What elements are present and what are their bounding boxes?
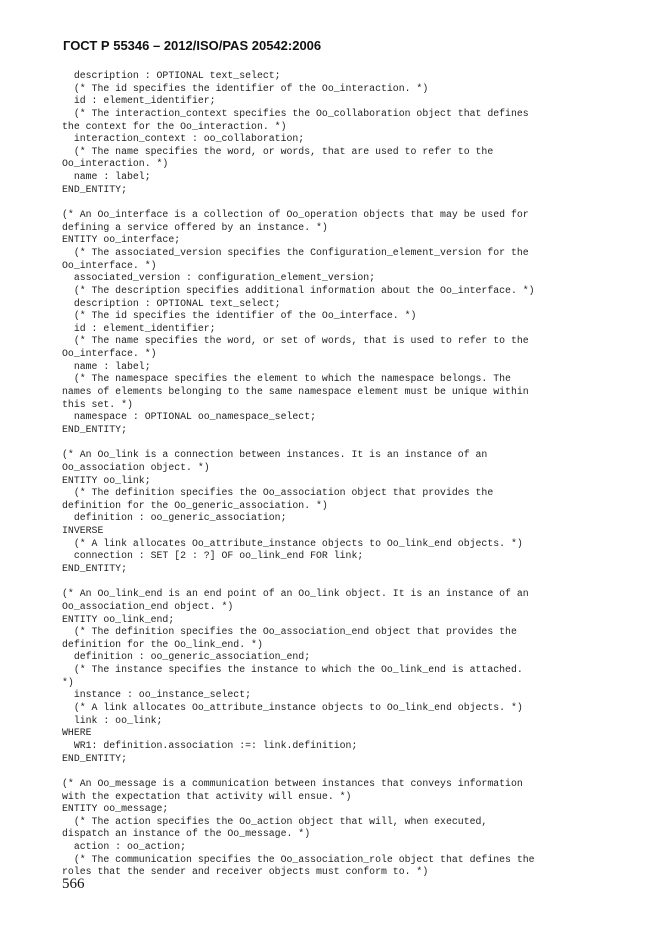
code-line: ENTITY oo_message; xyxy=(62,803,169,815)
code-line: names of elements belonging to the same namespace element must be unique within xyxy=(62,386,529,398)
code-line: (* The namespace specifies the element to which the namespace belongs. The xyxy=(62,373,511,385)
code-line: (* The description specifies additional information about the Oo_interface. *) xyxy=(62,284,535,296)
code-line: (* The associated_version specifies the Configuration_element_version for the xyxy=(62,246,529,258)
page-header-title: ГОСТ Р 55346 – 2012/ISO/PAS 20542:2006 xyxy=(63,38,322,53)
code-line: WR1: definition.association :=: link.definition; xyxy=(62,739,358,751)
code-line: Oo_association_end object. *) xyxy=(62,600,234,612)
express-code-listing xyxy=(62,70,602,879)
code-line: (* The id specifies the identifier of the Oo_interface. *) xyxy=(62,310,417,322)
code-line: with the expectation that activity will ensue. *) xyxy=(62,790,352,802)
code-line: Oo_interface. *) xyxy=(62,259,157,271)
code-line: roles that the sender and receiver objects must conform to. *) xyxy=(62,866,429,878)
page-number: 566 xyxy=(62,876,85,892)
code-line: (* An Oo_interface is a collection of Oo_operation objects that may be used for xyxy=(62,209,529,221)
code-line: (* The id specifies the identifier of the Oo_interaction. *) xyxy=(62,82,429,94)
code-line: name : label; xyxy=(62,360,151,372)
code-line: (* An Oo_link is a connection between instances. It is an instance of an xyxy=(62,449,488,461)
code-line: id : element_identifier; xyxy=(62,322,216,334)
code-line: definition for the Oo_link_end. *) xyxy=(62,638,263,650)
code-line: (* An Oo_message is a communication between instances that conveys information xyxy=(62,777,523,789)
code-line: WHERE xyxy=(62,727,92,739)
code-line: name : label; xyxy=(62,171,151,183)
code-line: ENTITY oo_interface; xyxy=(62,234,181,246)
code-line: id : element_identifier; xyxy=(62,95,216,107)
code-line: dispatch an instance of the Oo_message. *) xyxy=(62,828,311,840)
code-line: action : oo_action; xyxy=(62,841,187,853)
code-line: END_ENTITY; xyxy=(62,183,127,195)
code-line xyxy=(62,765,602,778)
code-line: definition : oo_generic_association_end; xyxy=(62,651,311,663)
code-line: Oo_interaction. *) xyxy=(62,158,169,170)
code-line: ENTITY oo_link_end; xyxy=(62,613,175,625)
code-line: interaction_context : oo_collaboration; xyxy=(62,133,305,145)
code-line: (* The name specifies the word, or words, that are used to refer to the xyxy=(62,145,494,157)
code-line: (* The instance specifies the instance to which the Oo_link_end is attached. xyxy=(62,664,523,676)
code-line: END_ENTITY; xyxy=(62,752,127,764)
code-line: (* A link allocates Oo_attribute_instance objects to Oo_link_end objects. *) xyxy=(62,537,523,549)
code-line: connection : SET [2 : ?] OF oo_link_end FOR link; xyxy=(62,550,364,562)
code-line: this set. *) xyxy=(62,398,133,410)
code-line xyxy=(62,437,602,450)
code-line xyxy=(62,576,602,589)
code-line: instance : oo_instance_select; xyxy=(62,689,252,701)
code-line: defining a service offered by an instance. *) xyxy=(62,221,328,233)
code-line: Oo_interface. *) xyxy=(62,348,157,360)
code-line: (* The action specifies the Oo_action object that will, when executed, xyxy=(62,815,488,827)
code-line: (* The communication specifies the Oo_association_role object that defines the xyxy=(62,853,535,865)
code-line: (* The definition specifies the Oo_association object that provides the xyxy=(62,487,494,499)
code-line: END_ENTITY; xyxy=(62,423,127,435)
code-line: Oo_association object. *) xyxy=(62,461,210,473)
code-line: *) xyxy=(62,676,74,688)
code-line: (* A link allocates Oo_attribute_instance objects to Oo_link_end objects. *) xyxy=(62,702,523,714)
code-line: ENTITY oo_link; xyxy=(62,474,151,486)
code-line: (* An Oo_link_end is an end point of an Oo_link object. It is an instance of an xyxy=(62,588,529,600)
code-line: link : oo_link; xyxy=(62,714,163,726)
code-line: definition for the Oo_generic_association. *) xyxy=(62,499,328,511)
code-line: (* The name specifies the word, or set of words, that is used to refer to the xyxy=(62,335,529,347)
code-line: namespace : OPTIONAL oo_namespace_select; xyxy=(62,411,317,423)
code-line: description : OPTIONAL text_select; xyxy=(62,297,281,309)
code-line: associated_version : configuration_element_version; xyxy=(62,272,376,284)
code-line: description : OPTIONAL text_select; xyxy=(62,70,281,81)
code-line: END_ENTITY; xyxy=(62,562,127,574)
code-line: definition : oo_generic_association; xyxy=(62,512,287,524)
code-line: the context for the Oo_interaction. *) xyxy=(62,120,287,132)
code-line: (* The interaction_context specifies the Oo_collaboration object that defines xyxy=(62,107,529,119)
code-line: (* The definition specifies the Oo_association_end object that provides the xyxy=(62,626,517,638)
code-line xyxy=(62,196,602,209)
code-line: INVERSE xyxy=(62,525,104,537)
